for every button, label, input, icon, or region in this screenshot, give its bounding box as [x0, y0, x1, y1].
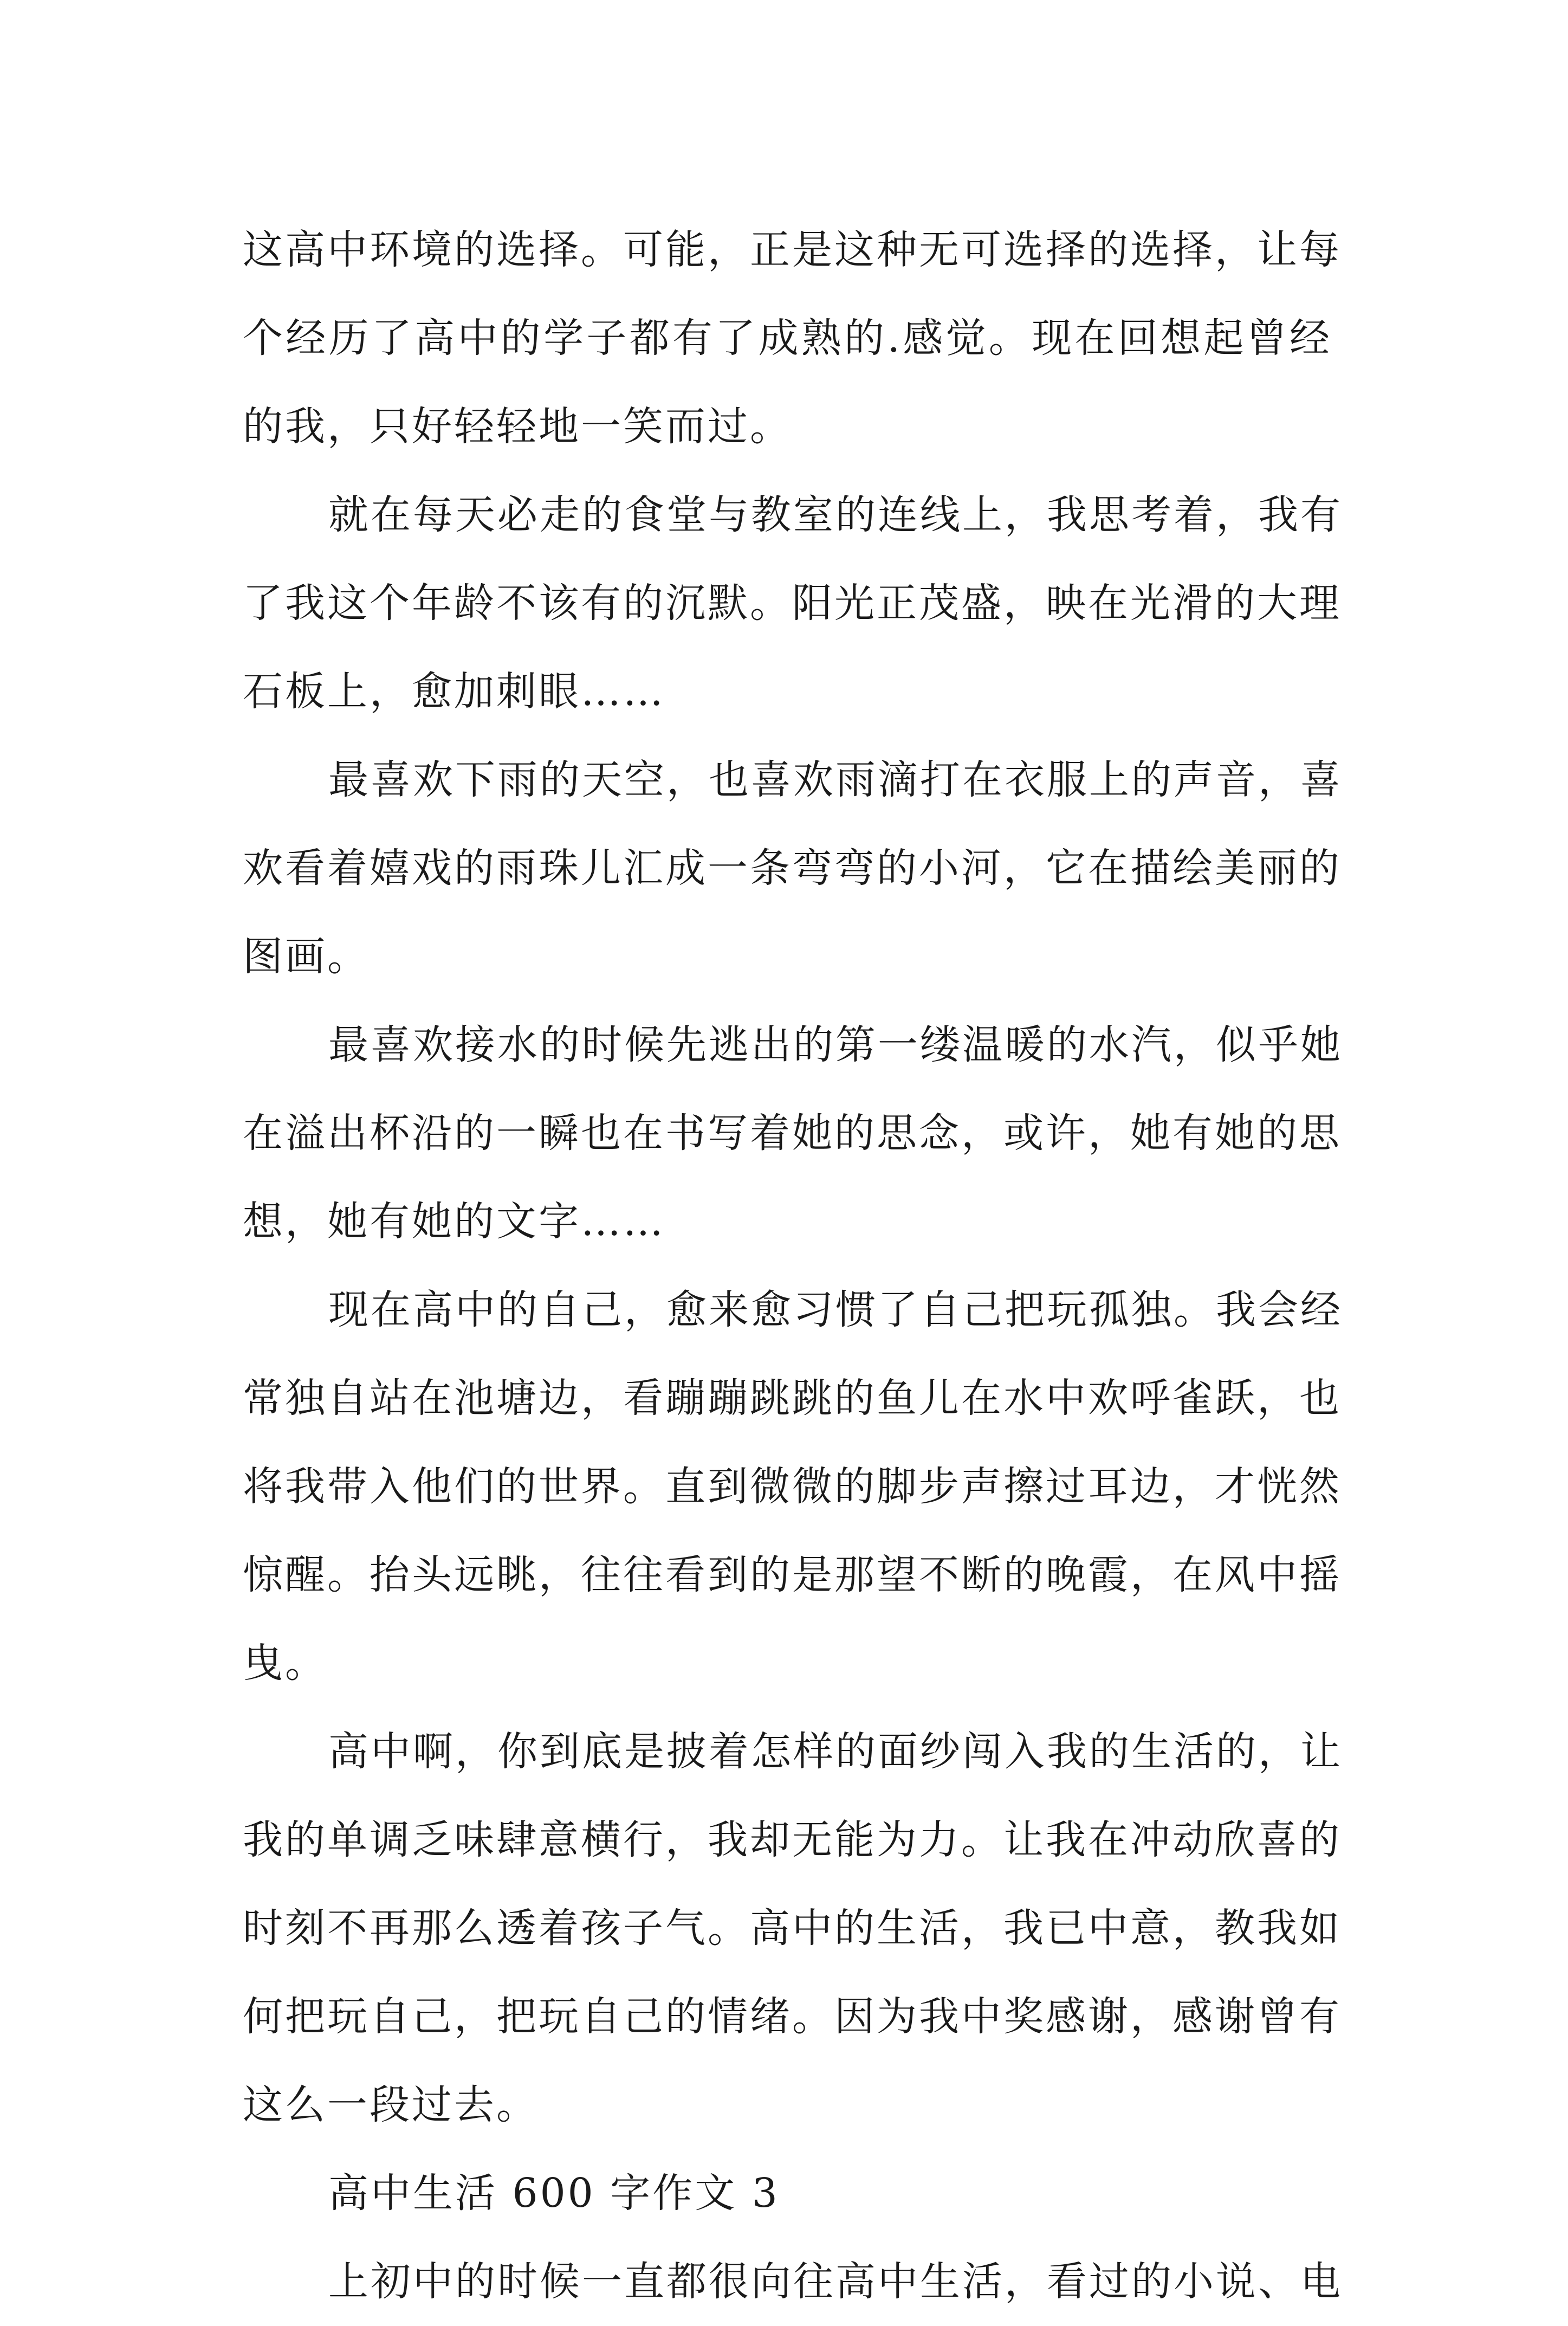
paragraph: [243, 1708, 1343, 2149]
text-line: 最喜欢接水的时候先逃出的第一缕温暖的水汽，似乎她: [328, 1022, 1343, 1068]
text-line: 何把玩自己，把玩自己的情绪。因为我中奖感谢，感谢曾有: [243, 1993, 1342, 2040]
text-line: 欢看着嬉戏的雨珠儿汇成一条弯弯的小河，它在描绘美丽的: [243, 845, 1342, 891]
paragraph: [243, 2238, 1343, 2326]
text-line: 个经历了高中的学子都有了成熟的.感觉。现在回想起曾经: [243, 315, 1332, 361]
text-line: 我的单调乏味肆意横行，我却无能为力。让我在冲动欣喜的: [243, 1817, 1342, 1863]
paragraph: [243, 471, 1343, 736]
paragraph: [243, 1001, 1343, 1266]
text-line: 将我带入他们的世界。直到微微的脚步声擦过耳边，才恍然: [243, 1463, 1342, 1510]
text-line: 在溢出杯沿的一瞬也在书写着她的思念，或许，她有她的思: [243, 1110, 1342, 1156]
text-line: 现在高中的自己，愈来愈习惯了自己把玩孤独。我会经: [328, 1287, 1343, 1333]
text-line: 常独自站在池塘边，看蹦蹦跳跳的鱼儿在水中欢呼雀跃，也: [243, 1375, 1342, 1422]
paragraph: [243, 206, 1342, 471]
text-line: 这高中环境的选择。可能，正是这种无可选择的选择，让每: [243, 227, 1342, 273]
heading-line: 高中生活 600 字作文 3: [328, 2170, 780, 2217]
text-line: 时刻不再那么透着孩子气。高中的生活，我已中意，教我如: [243, 1905, 1342, 1952]
text-line: 了我这个年龄不该有的沉默。阳光正茂盛，映在光滑的大理: [243, 580, 1342, 626]
paragraph: [243, 1266, 1343, 1708]
section-heading: [243, 2149, 1332, 2238]
text-line: 上初中的时候一直都很向往高中生活，看过的小说、电: [328, 2258, 1343, 2305]
text-line: 高中啊，你到底是披着怎样的面纱闯入我的生活的，让: [328, 1728, 1343, 1775]
text-line: 就在每天必走的食堂与教室的连线上，我思考着，我有: [328, 492, 1343, 538]
text-line: 想，她有她的文字……: [243, 1198, 665, 1245]
text-line: 惊醒。抬头远眺，往往看到的是那望不断的晚霞，在风中摇: [243, 1552, 1342, 1598]
paragraph: [243, 736, 1343, 1001]
text-line: 最喜欢下雨的天空，也喜欢雨滴打在衣服上的声音，喜: [328, 757, 1343, 803]
text-line: 石板上，愈加刺眼……: [243, 668, 665, 715]
document-page: [243, 206, 1343, 2326]
text-line: 图画。: [243, 933, 370, 980]
text-line: 的我，只好轻轻地一笑而过。: [243, 403, 792, 450]
text-line: 曳。: [243, 1640, 327, 1687]
text-line: 这么一段过去。: [243, 2082, 539, 2128]
